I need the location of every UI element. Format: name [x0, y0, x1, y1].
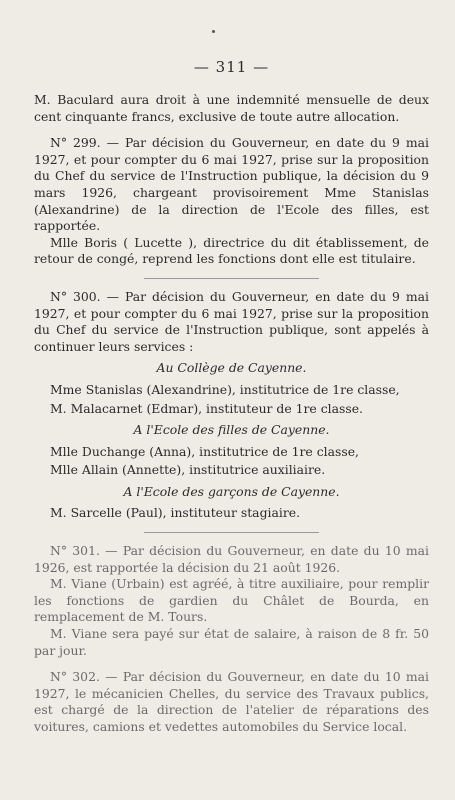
- section-heading: A l'Ecole des filles de Cayenne.: [133, 422, 330, 438]
- page-number-header: — 311 —: [193, 58, 270, 76]
- paragraph: Mlle Boris ( Lucette ), directrice du dit établissement, de retour de congé, reprend les fonctions dont elle est titulaire.: [34, 234, 429, 267]
- section-heading: Au Collège de Cayenne.: [156, 360, 307, 376]
- print-speck: [212, 30, 215, 33]
- spacer: [34, 125, 429, 135]
- paragraph: N° 302. — Par décision du Gouverneur, en date du 10 mai 1927, le mécanicien Chelles, du service des Travaux publics, est chargé de la direction de l'atelier de réparations des voitures, camions et vedettes automobiles du Service local.: [34, 669, 429, 734]
- appointment-line: Mme Stanislas (Alexandrine), institutrice de 1re classe,: [50, 381, 400, 397]
- appointment-line: M. Malacarnet (Edmar), instituteur de 1re classe.: [50, 400, 363, 416]
- paragraph: N° 300. — Par décision du Gouverneur, en date du 9 mai 1927, et pour compter du 6 mai 1927, prise sur la proposition du Chef du service de l'Instruction publique, sont appelés à continuer leurs services :: [34, 288, 429, 354]
- appointment-line: Mlle Allain (Annette), institutrice auxiliaire.: [50, 462, 326, 478]
- section-divider: [144, 278, 319, 279]
- paragraph: M. Baculard aura droit à une indemnité mensuelle de deux cent cinquante francs, exclusive de toute autre allocation.: [34, 92, 429, 124]
- paragraph: N° 301. — Par décision du Gouverneur, en date du 10 mai 1926, est rapportée la décision du 21 août 1926.: [34, 543, 429, 575]
- paragraph: M. Viane (Urbain) est agréé, à titre auxiliaire, pour remplir les fonctions de gardien du Châlet de Bourda, en remplacement de M. Tours.: [34, 576, 429, 625]
- spacer: [34, 659, 429, 669]
- appointment-line: M. Sarcelle (Paul), instituteur stagiaire.: [50, 505, 301, 521]
- document-body: [34, 92, 429, 736]
- section-heading: A l'Ecole des garçons de Cayenne.: [123, 483, 340, 499]
- appointment-line: Mlle Duchange (Anna), institutrice de 1re classe,: [50, 443, 359, 459]
- section-divider: [144, 532, 319, 533]
- paragraph: M. Viane sera payé sur état de salaire, à raison de 8 fr. 50 par jour.: [34, 626, 429, 658]
- paragraph: N° 299. — Par décision du Gouverneur, en date du 9 mai 1927, et pour compter du 6 mai 1927, prise sur la proposition du Chef du service de l'Instruction publique, la décision du 9 mars 1926, chargeant provisoirement Mme Stanislas (Alexandrine) de la direction de l'Ecole des filles, est rapportée.: [34, 135, 429, 234]
